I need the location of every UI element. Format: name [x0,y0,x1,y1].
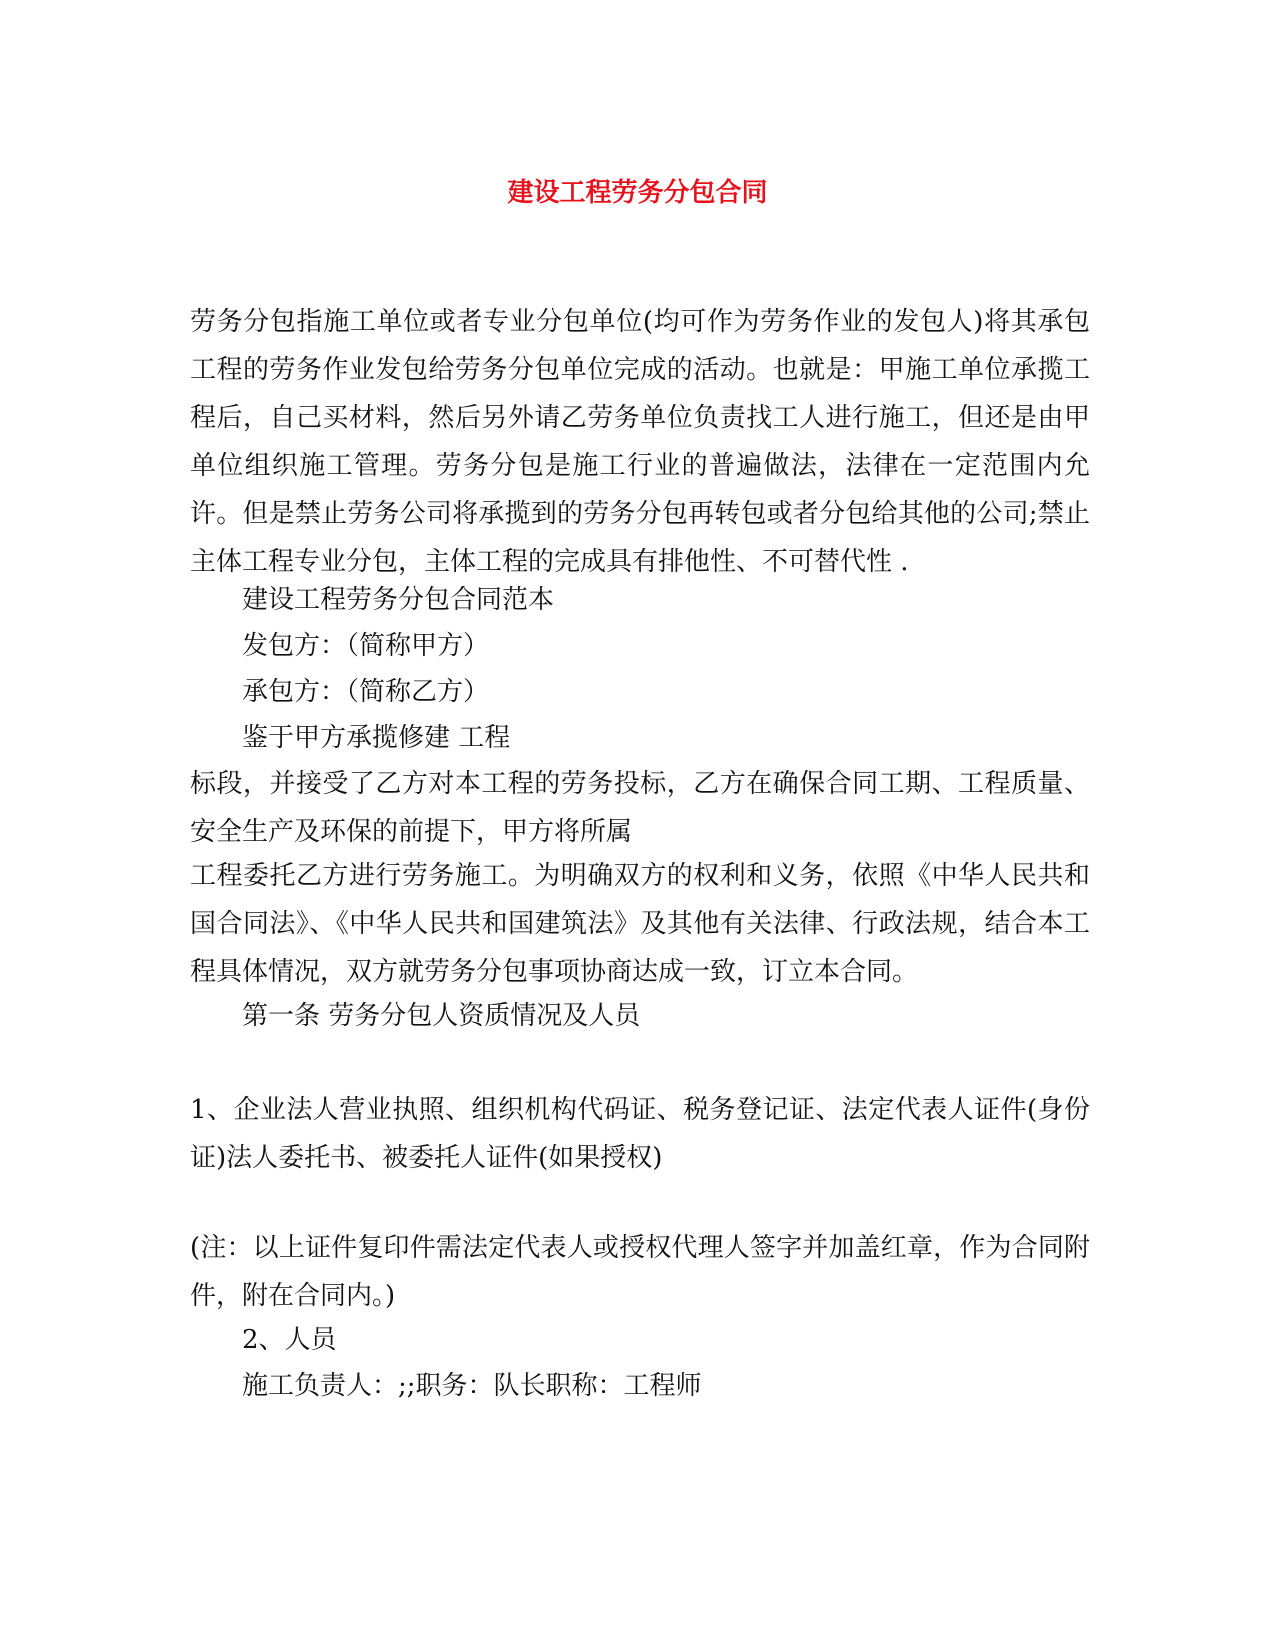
item-2-heading: 2、人员 [242,1325,337,1355]
article-1-heading: 第一条 劳务分包人资质情况及人员 [242,1001,641,1031]
whereas-continuation-1: 标段，并接受了乙方对本工程的劳务投标，乙方在确保合同工期、工程质量、安全生产及环保的前提下，甲方将所属 [190,769,1090,847]
construction-lead-line: 施工负责人：;;职务：队长职称：工程师 [242,1371,702,1401]
note-paragraph: (注：以上证件复印件需法定代表人或授权代理人签字并加盖红章，作为合同附件，附在合同内。) [190,1233,1090,1311]
document-title: 建设工程劳务分包合同 [507,178,768,208]
whereas-line: 鉴于甲方承揽修建 工程 [242,723,511,753]
template-heading: 建设工程劳务分包合同范本 [242,585,555,615]
item-1-documents: 1、企业法人营业执照、组织机构代码证、税务登记证、法定代表人证件(身份证)法人委托书、被委托人证件(如果授权) [190,1095,1090,1173]
whereas-continuation-2: 工程委托乙方进行劳务施工。为明确双方的权利和义务，依照《中华人民共和国合同法》、《中华人民共和国建筑法》及其他有关法律、行政法规，结合本工程具体情况，双方就劳务分包事项协商达成一致，订立本合同。 [190,861,1090,987]
party-a-line: 发包方：（简称甲方） [242,631,490,661]
party-b-line: 承包方：（简称乙方） [242,677,490,707]
intro-paragraph: 劳务分包指施工单位或者专业分包单位(均可作为劳务作业的发包人)将其承包工程的劳务作业发包给劳务分包单位完成的活动。也就是：甲施工单位承揽工程后，自己买材料，然后另外请乙劳务单位负责找工人进行施工，但还是由甲单位组织施工管理。劳务分包是施工行业的普遍做法，法律在一定范围内允许。但是禁止劳务公司将承揽到的劳务分包再转包或者分包给其他的公司;禁止主体工程专业分包，主体工程的完成具有排他性、不可替代性 . [190,307,1090,577]
